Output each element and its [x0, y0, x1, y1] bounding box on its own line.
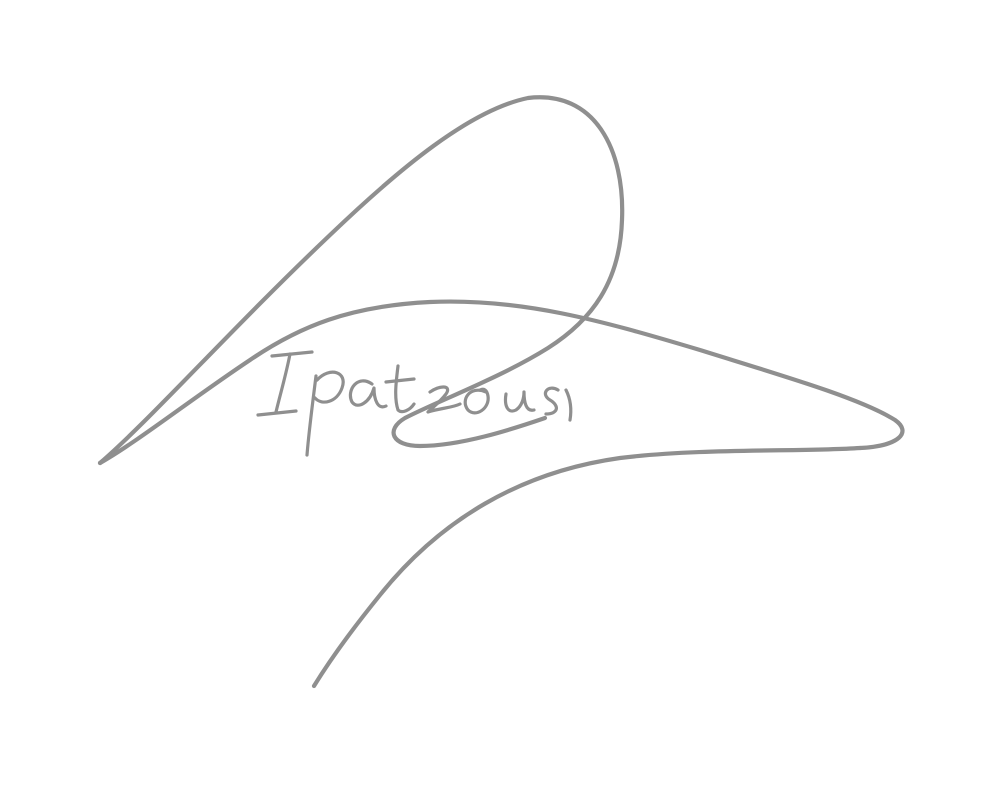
signature-lower-tail	[314, 448, 860, 686]
signature-lettering	[258, 352, 571, 455]
signature-ink	[100, 97, 902, 686]
signature-middle-sweep	[100, 302, 902, 463]
